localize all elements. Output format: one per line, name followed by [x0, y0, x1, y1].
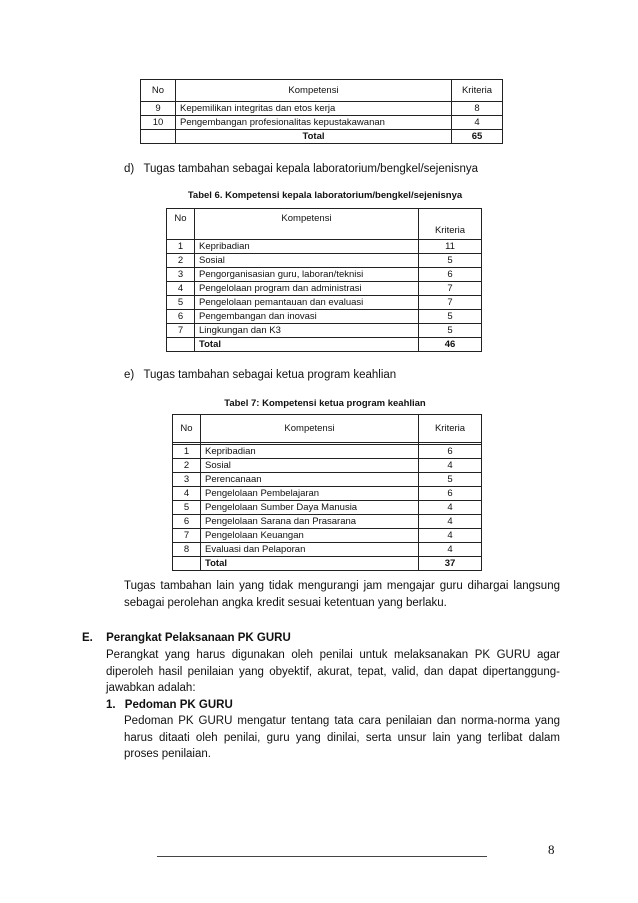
cell-kompetensi: Kepemilikan integritas dan etos kerja [176, 102, 452, 116]
table-row [167, 310, 482, 324]
cell-no: 7 [167, 324, 195, 338]
header-kompetensi: Kompetensi [195, 209, 419, 240]
table-row [173, 473, 482, 487]
total-row [167, 338, 482, 352]
table-row [167, 240, 482, 254]
header-no: No [173, 415, 201, 443]
section-E-line-2: diperoleh hasil penilaian yang obyektif, akurat, tepat, valid, dan dapat dipertanggung- [106, 665, 560, 678]
cell-no: 6 [173, 515, 201, 529]
table-row [173, 459, 482, 473]
cell-no: 6 [167, 310, 195, 324]
cell-kompetensi: Kepribadian [195, 240, 419, 254]
subsection-1-paragraph [124, 713, 560, 763]
cell-no: 4 [173, 487, 201, 501]
header-kriteria: Kriteria [419, 209, 482, 240]
table-7 [172, 414, 482, 571]
header-kriteria: Kriteria [452, 80, 503, 102]
section-E-title: Perangkat Pelaksanaan PK GURU [106, 632, 291, 644]
cell-no: 8 [173, 543, 201, 557]
cell-no: 1 [173, 445, 201, 459]
cell-no: 1 [167, 240, 195, 254]
total-label: Total [176, 130, 452, 144]
table-6 [166, 208, 482, 352]
cell-kriteria: 7 [419, 296, 482, 310]
table-row [167, 296, 482, 310]
section-d-text: Tugas tambahan sebagai kepala laboratorium/bengkel/sejenisnya [143, 163, 479, 175]
cell-kompetensi: Pengembangan profesionalitas kepustakawanan [176, 116, 452, 130]
cell-kriteria: 6 [419, 268, 482, 282]
subsection-1-line-1: Pedoman PK GURU mengatur tentang tata cara penilaian dan norma-norma yang [124, 715, 560, 727]
table-row [173, 487, 482, 501]
cell-no: 5 [173, 501, 201, 515]
table-row [167, 324, 482, 338]
table-row [173, 445, 482, 459]
cell-kriteria: 4 [419, 529, 482, 543]
cell-empty [167, 338, 195, 352]
cell-kompetensi: Pengembangan dan inovasi [195, 310, 419, 324]
cell-kriteria: 4 [419, 515, 482, 529]
table-row [167, 268, 482, 282]
cell-kriteria: 4 [419, 459, 482, 473]
section-E-line-1: Perangkat yang harus digunakan oleh penilai untuk melaksanakan PK GURU agar [106, 649, 560, 661]
total-value: 46 [419, 338, 482, 352]
table-7-caption: Tabel 7: Kompetensi ketua program keahlian [224, 398, 426, 409]
cell-kriteria: 11 [419, 240, 482, 254]
subsection-1-label: 1. [106, 699, 116, 711]
cell-kompetensi: Lingkungan dan K3 [195, 324, 419, 338]
section-E-heading [82, 630, 291, 647]
cell-no: 4 [167, 282, 195, 296]
section-d-label: d) [124, 163, 135, 175]
footer-divider [157, 856, 487, 857]
cell-kompetensi: Sosial [195, 254, 419, 268]
cell-kompetensi: Pengelolaan Sarana dan Prasarana [201, 515, 419, 529]
table-row [167, 254, 482, 268]
header-kompetensi: Kompetensi [201, 415, 419, 443]
cell-empty [141, 130, 176, 144]
cell-kompetensi: Pengelolaan program dan administrasi [195, 282, 419, 296]
cell-no: 2 [173, 459, 201, 473]
total-row [173, 557, 482, 571]
section-E-paragraph [106, 647, 560, 697]
cell-kriteria: 8 [452, 102, 503, 116]
header-no: No [141, 80, 176, 102]
cell-kriteria: 4 [419, 501, 482, 515]
note-line-1: Tugas tambahan lain yang tidak mengurangi jam mengajar guru dihargai langsung [124, 580, 560, 592]
cell-kompetensi: Pengelolaan Sumber Daya Manusia [201, 501, 419, 515]
table-row [173, 529, 482, 543]
section-e-label: e) [124, 369, 135, 381]
section-e-text: Tugas tambahan sebagai ketua program keahlian [143, 369, 397, 381]
cell-kompetensi: Sosial [201, 459, 419, 473]
page-number: 8 [548, 842, 555, 857]
subsection-1-line-3: proses penilaian. [124, 748, 211, 760]
table-6-caption: Tabel 6. Kompetensi kepala laboratorium/bengkel/sejenisnya [187, 190, 463, 201]
cell-kompetensi: Perencanaan [201, 473, 419, 487]
table-row [173, 543, 482, 557]
cell-kriteria: 6 [419, 487, 482, 501]
note-line-2: sebagai perolehan angka kredit sesuai ketentuan yang berlaku. [124, 596, 447, 609]
table-row [141, 102, 503, 116]
cell-kriteria: 4 [419, 543, 482, 557]
subsection-1-title: Pedoman PK GURU [124, 699, 233, 711]
section-e-heading [124, 367, 396, 384]
cell-kriteria: 4 [452, 116, 503, 130]
header-kompetensi: Kompetensi [176, 80, 452, 102]
cell-no: 3 [173, 473, 201, 487]
subsection-1-heading [106, 697, 233, 714]
total-label: Total [201, 557, 419, 571]
cell-kompetensi: Kepribadian [201, 445, 419, 459]
cell-kompetensi: Pengelolaan Pembelajaran [201, 487, 419, 501]
cell-kompetensi: Pengorganisasian guru, laboran/teknisi [195, 268, 419, 282]
table-5-continuation [140, 79, 503, 144]
cell-kriteria: 5 [419, 310, 482, 324]
section-d-heading [124, 161, 478, 178]
table-row [167, 282, 482, 296]
subsection-1-line-2: harus ditaati oleh penilai, guru yang dinilai, serta unsur lain yang terlibat dalam [124, 731, 560, 744]
cell-kompetensi: Pengelolaan Keuangan [201, 529, 419, 543]
total-label: Total [195, 338, 419, 352]
section-E-line-3: jawabkan adalah: [106, 682, 196, 694]
table-row [173, 515, 482, 529]
cell-kriteria: 7 [419, 282, 482, 296]
table-row [141, 116, 503, 130]
cell-kriteria: 5 [419, 473, 482, 487]
section-E-label: E. [82, 632, 93, 644]
total-value: 65 [452, 130, 503, 144]
cell-no: 10 [141, 116, 176, 130]
cell-kriteria: 5 [419, 254, 482, 268]
cell-no: 2 [167, 254, 195, 268]
cell-no: 7 [173, 529, 201, 543]
cell-kompetensi: Pengelolaan pemantauan dan evaluasi [195, 296, 419, 310]
header-no: No [167, 209, 195, 240]
cell-no: 5 [167, 296, 195, 310]
cell-kriteria: 6 [419, 445, 482, 459]
cell-no: 9 [141, 102, 176, 116]
total-value: 37 [419, 557, 482, 571]
cell-kriteria: 5 [419, 324, 482, 338]
cell-no: 3 [167, 268, 195, 282]
header-kriteria: Kriteria [419, 415, 482, 443]
cell-kompetensi: Evaluasi dan Pelaporan [201, 543, 419, 557]
table-row [173, 501, 482, 515]
note-paragraph [124, 578, 560, 611]
total-row [141, 130, 503, 144]
cell-empty [173, 557, 201, 571]
